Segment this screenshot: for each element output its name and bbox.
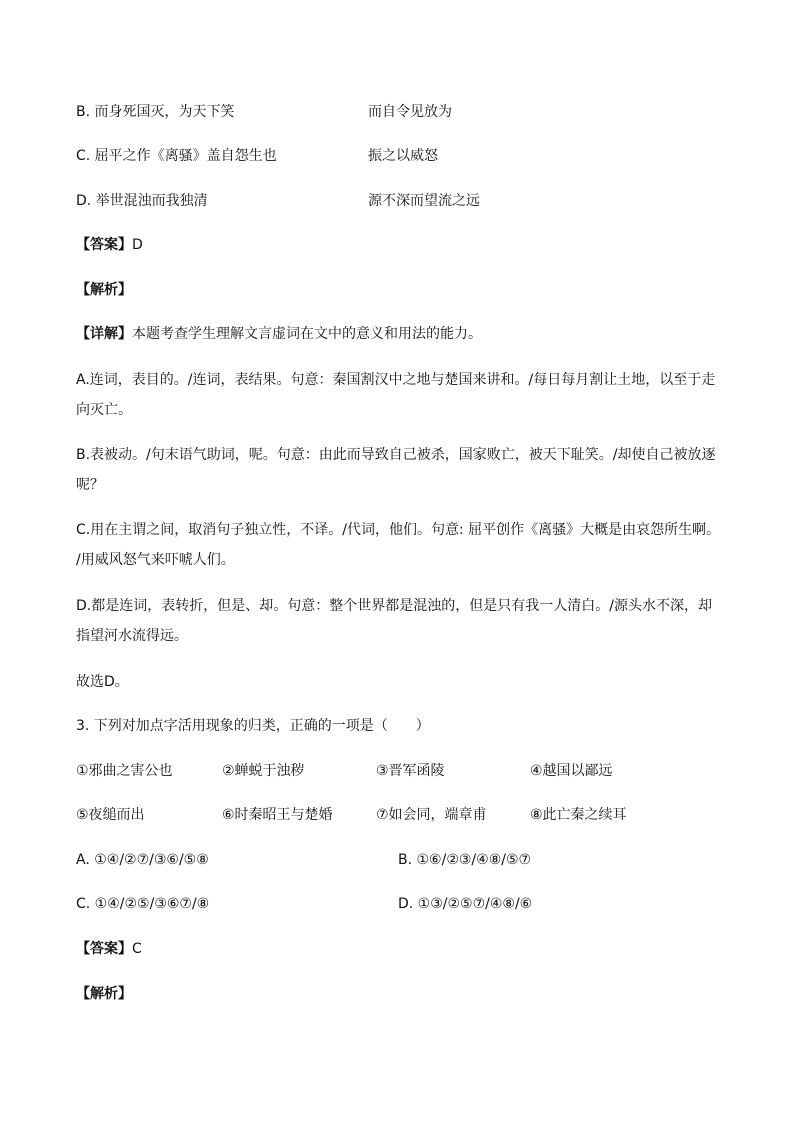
q3-item-5: ⑤夜缒而出: [76, 807, 145, 823]
q3-item-2: ②蝉蜕于浊秽: [222, 763, 305, 779]
option-c-left: C. 屈平之作《离骚》盖自怨生也: [76, 148, 277, 164]
q3-item-8: ⑧此亡秦之续耳: [530, 807, 627, 823]
answer-value-2: C: [132, 941, 142, 957]
explanation-b-line2: 呢？: [76, 477, 104, 493]
detail-text: 本题考查学生理解文言虚词在文中的意义和用法的能力。: [132, 326, 482, 342]
question-3-stem: 3. 下列对加点字活用现象的归类，正确的一项是（ ）: [76, 718, 430, 734]
explanation-b-line1: B.表被动。/句末语气助词，呢。句意：由此而导致自己被杀，国家败亡，被天下耻笑。/却使自己被放逐: [76, 447, 716, 463]
explanation-c-line1: C.用在主谓之间，取消句子独立性，不译。/代词，他们。句意: 屈平创作《离骚》大概是由哀怨所生啊。: [76, 522, 721, 538]
q3-choice-b: B. ①⑥/②③/④⑧/⑤⑦: [398, 852, 532, 868]
q3-item-1: ①邪曲之害公也: [76, 763, 173, 779]
q3-item-7: ⑦如会同，端章甫: [376, 807, 487, 823]
answer-row-1: [76, 235, 143, 255]
answer-label-2: 【答案】: [76, 941, 132, 957]
explanation-a-line1: A.连词，表目的。/连词，表结果。句意：秦国割汉中之地与楚国来讲和。/每日每月割让土地，以至于走: [76, 372, 716, 388]
explanation-d-line1: D.都是连词，表转折，但是、却。句意：整个世界都是混浊的，但是只有我一人清白。/源头水不深，却: [76, 598, 712, 614]
answer-value-1: D: [132, 237, 143, 253]
q3-choice-a: A. ①④/②⑦/③⑥/⑤⑧: [76, 852, 209, 868]
q3-item-3: ③晋军函陵: [376, 763, 445, 779]
explanation-a-line2: 向灭亡。: [76, 402, 132, 418]
conclusion: 故选D。: [76, 674, 129, 690]
option-b-left: B. 而身死国灭，为天下笑: [76, 104, 235, 120]
q3-item-4: ④越国以鄙远: [530, 763, 613, 779]
option-d-right: 源不深而望流之远: [368, 193, 480, 209]
detail-row: [76, 324, 482, 344]
option-b-right: 而自令见放为: [368, 104, 452, 120]
option-c-right: 振之以威怒: [368, 148, 438, 164]
explanation-d-line2: 指望河水流得远。: [76, 628, 188, 644]
q3-choice-c: C. ①④/②⑤/③⑥⑦/⑧: [76, 896, 210, 912]
q3-item-6: ⑥时秦昭王与楚婚: [222, 807, 333, 823]
q3-choice-d: D. ①③/②⑤⑦/④⑧/⑥: [398, 896, 533, 912]
option-b-row: [76, 102, 235, 122]
option-d-left: D. 举世混浊而我独清: [76, 193, 208, 209]
answer-label-1: 【答案】: [76, 237, 132, 253]
analysis-heading-2: 【解析】: [76, 986, 132, 1002]
explanation-c-line2: /用威风怒气来吓唬人们。: [76, 552, 235, 568]
detail-label: 【详解】: [76, 326, 132, 342]
answer-row-2: [76, 939, 142, 959]
analysis-heading-1: 【解析】: [76, 282, 132, 298]
